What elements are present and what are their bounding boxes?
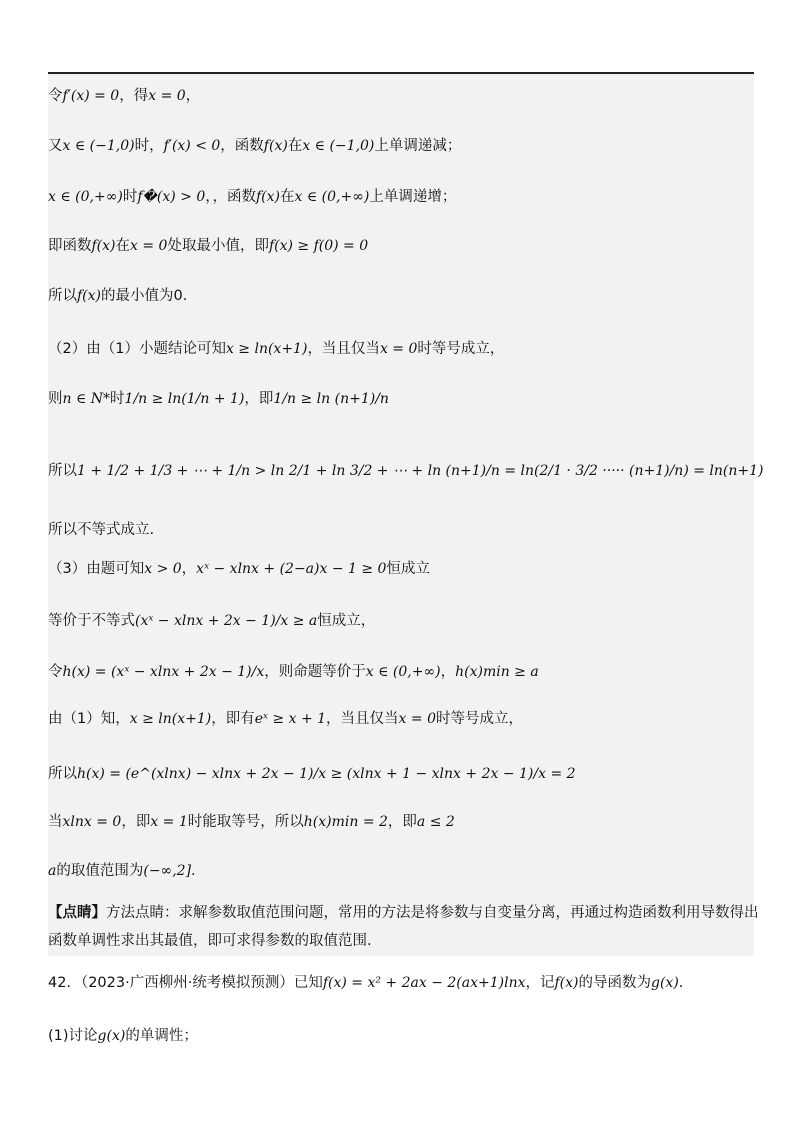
text-segment: 时 bbox=[110, 391, 125, 407]
text-line bbox=[48, 558, 430, 579]
text-segment: 令 bbox=[48, 664, 63, 680]
text-segment: ， bbox=[185, 88, 201, 104]
text-segment: ，当且仅当 bbox=[307, 341, 380, 357]
math-expression: f(x) bbox=[554, 975, 579, 991]
text-line bbox=[48, 1025, 198, 1046]
math-expression: 1 + 1/2 + 1/3 + ⋯ + 1/n > ln 2/1 + ln 3/2 + ⋯ + ln (n+1)/n = ln(2/1 · 3/2 ····· (n+1)/n) = ln(n+1) bbox=[77, 463, 764, 479]
text-line bbox=[48, 338, 504, 359]
text-segment: ， bbox=[181, 561, 197, 577]
text-segment: ，则命题等价于 bbox=[264, 664, 366, 680]
text-line bbox=[48, 610, 375, 631]
text-segment: 的最小值为0. bbox=[101, 288, 188, 304]
math-expression: xlnx = 0 bbox=[62, 814, 122, 830]
math-expression: f(x) bbox=[77, 288, 102, 304]
text-segment: 方法点睛：求解参数取值范围问题，常用的方法是将参数与自变量分离，再通过构造函数利用导数得出 bbox=[106, 905, 759, 921]
math-expression: x = 0 bbox=[130, 238, 168, 254]
text-segment: 42．（2023·广西柳州·统考模拟预测）已知 bbox=[48, 975, 323, 991]
text-line bbox=[48, 85, 200, 106]
text-segment: . bbox=[678, 975, 684, 991]
math-expression: (−∞,2] bbox=[143, 863, 192, 879]
math-expression: f�(x) > 0 bbox=[137, 189, 206, 205]
math-expression: x > 0 bbox=[144, 561, 182, 577]
math-expression: f(x) bbox=[263, 138, 288, 154]
text-line bbox=[48, 135, 461, 156]
text-line bbox=[48, 930, 372, 951]
text-segment: 则 bbox=[48, 391, 63, 407]
text-segment: 函数单调性求出其最值，即可求得参数的取值范围. bbox=[48, 933, 372, 949]
math-expression: 1/n ≥ ln (n+1)/n bbox=[273, 391, 389, 407]
text-segment: （3）由题可知 bbox=[48, 561, 145, 577]
text-segment: ，当且仅当 bbox=[326, 711, 399, 727]
text-segment: 时能取等号，所以 bbox=[187, 814, 304, 830]
math-expression: n ∈ N* bbox=[62, 391, 111, 407]
math-expression: a ≤ 2 bbox=[416, 814, 455, 830]
text-line bbox=[48, 285, 187, 306]
text-segment: 在 bbox=[115, 238, 131, 254]
math-expression: f(x) bbox=[91, 238, 116, 254]
text-segment: ， bbox=[440, 664, 456, 680]
text-segment: 上单调递减； bbox=[374, 138, 462, 154]
math-expression: f(x) bbox=[256, 189, 281, 205]
text-segment: 令 bbox=[48, 88, 63, 104]
text-segment: 所以 bbox=[48, 288, 77, 304]
text-segment: ，即 bbox=[387, 814, 417, 830]
math-expression: f′(x) = 0 bbox=[62, 88, 120, 104]
text-segment: 又 bbox=[48, 138, 63, 154]
text-segment: 的取值范围为 bbox=[56, 863, 144, 879]
text-segment: ，得 bbox=[119, 88, 149, 104]
math-expression: x ≥ ln(x+1) bbox=[225, 341, 308, 357]
math-expression: 1/n ≥ ln(1/n + 1) bbox=[124, 391, 245, 407]
text-line bbox=[48, 661, 539, 682]
math-expression: (xˣ − xlnx + 2x − 1)/x ≥ a bbox=[135, 613, 318, 629]
text-segment: 处取最小值，即 bbox=[167, 238, 269, 254]
text-line bbox=[48, 460, 764, 481]
text-line bbox=[48, 972, 683, 993]
math-expression: x ∈ (0,+∞) bbox=[294, 189, 370, 205]
text-segment: 上单调递增； bbox=[369, 189, 457, 205]
text-segment: . bbox=[191, 863, 196, 879]
text-segment: (1)讨论 bbox=[48, 1028, 98, 1044]
math-expression: f(x) ≥ f(0) = 0 bbox=[268, 238, 369, 254]
text-segment: 所以 bbox=[48, 766, 77, 782]
math-expression: f(x) = x² + 2ax − 2(ax+1)lnx bbox=[322, 975, 526, 991]
math-expression: x ∈ (0,+∞) bbox=[365, 664, 441, 680]
text-segment: ，记 bbox=[525, 975, 555, 991]
text-segment: 时， bbox=[134, 138, 164, 154]
text-line bbox=[48, 860, 196, 881]
math-expression: h(x) = (xˣ − xlnx + 2x − 1)/x bbox=[62, 664, 265, 680]
text-segment: 在 bbox=[287, 138, 303, 154]
math-expression: h(x) = (e^(xlnx) − xlnx + 2x − 1)/x ≥ (xlnx + 1 − xlnx + 2x − 1)/x = 2 bbox=[77, 766, 576, 782]
text-line bbox=[48, 811, 455, 832]
text-segment: 时 bbox=[122, 189, 138, 205]
text-segment: ，，函数 bbox=[205, 189, 256, 205]
text-line bbox=[48, 388, 389, 409]
math-expression: eˣ ≥ x + 1 bbox=[254, 711, 327, 727]
text-segment: 的导函数为 bbox=[578, 975, 651, 991]
text-segment: 所以不等式成立. bbox=[48, 522, 155, 538]
text-line bbox=[48, 235, 368, 256]
text-segment: 所以 bbox=[48, 463, 77, 479]
math-expression: a bbox=[48, 863, 57, 879]
math-expression: x = 0 bbox=[379, 341, 418, 357]
math-expression: h(x)min ≥ a bbox=[455, 664, 539, 680]
math-expression: x = 1 bbox=[150, 814, 188, 830]
text-segment: 在 bbox=[280, 189, 295, 205]
math-expression: g(x) bbox=[97, 1028, 126, 1044]
math-expression: x = 0 bbox=[398, 711, 436, 727]
math-expression: h(x)min = 2 bbox=[303, 814, 388, 830]
text-segment: ，即 bbox=[121, 814, 151, 830]
text-line bbox=[48, 708, 523, 729]
text-segment: 即函数 bbox=[48, 238, 92, 254]
emphasis-label: 【点睛】 bbox=[48, 905, 106, 921]
math-expression: x ∈ (−1,0) bbox=[62, 138, 135, 154]
text-segment: 时等号成立， bbox=[435, 711, 523, 727]
text-line bbox=[48, 186, 456, 207]
text-line bbox=[48, 902, 759, 923]
text-segment: （2）由（1）小题结论可知 bbox=[48, 341, 226, 357]
text-segment: 的单调性； bbox=[125, 1028, 198, 1044]
text-segment: ，即有 bbox=[211, 711, 255, 727]
text-line bbox=[48, 519, 154, 540]
math-expression: x = 0 bbox=[148, 88, 186, 104]
text-segment: ，即 bbox=[244, 391, 274, 407]
text-segment: 当 bbox=[48, 814, 63, 830]
text-segment: ，函数 bbox=[220, 138, 264, 154]
math-expression: xˣ − xlnx + (2−a)x − 1 ≥ 0 bbox=[196, 561, 387, 577]
math-expression: g(x) bbox=[651, 975, 679, 991]
math-expression: x ∈ (−1,0) bbox=[302, 138, 375, 154]
text-segment: 时等号成立， bbox=[417, 341, 505, 357]
math-expression: x ≥ ln(x+1) bbox=[129, 711, 212, 727]
math-expression: x ∈ (0,+∞) bbox=[48, 189, 123, 205]
text-segment: 等价于不等式 bbox=[48, 613, 135, 629]
text-segment: 恒成立 bbox=[386, 561, 430, 577]
text-segment: 由（1）知， bbox=[48, 711, 130, 727]
text-line bbox=[48, 763, 576, 784]
math-expression: f′(x) < 0 bbox=[163, 138, 221, 154]
text-segment: 恒成立， bbox=[317, 613, 376, 629]
